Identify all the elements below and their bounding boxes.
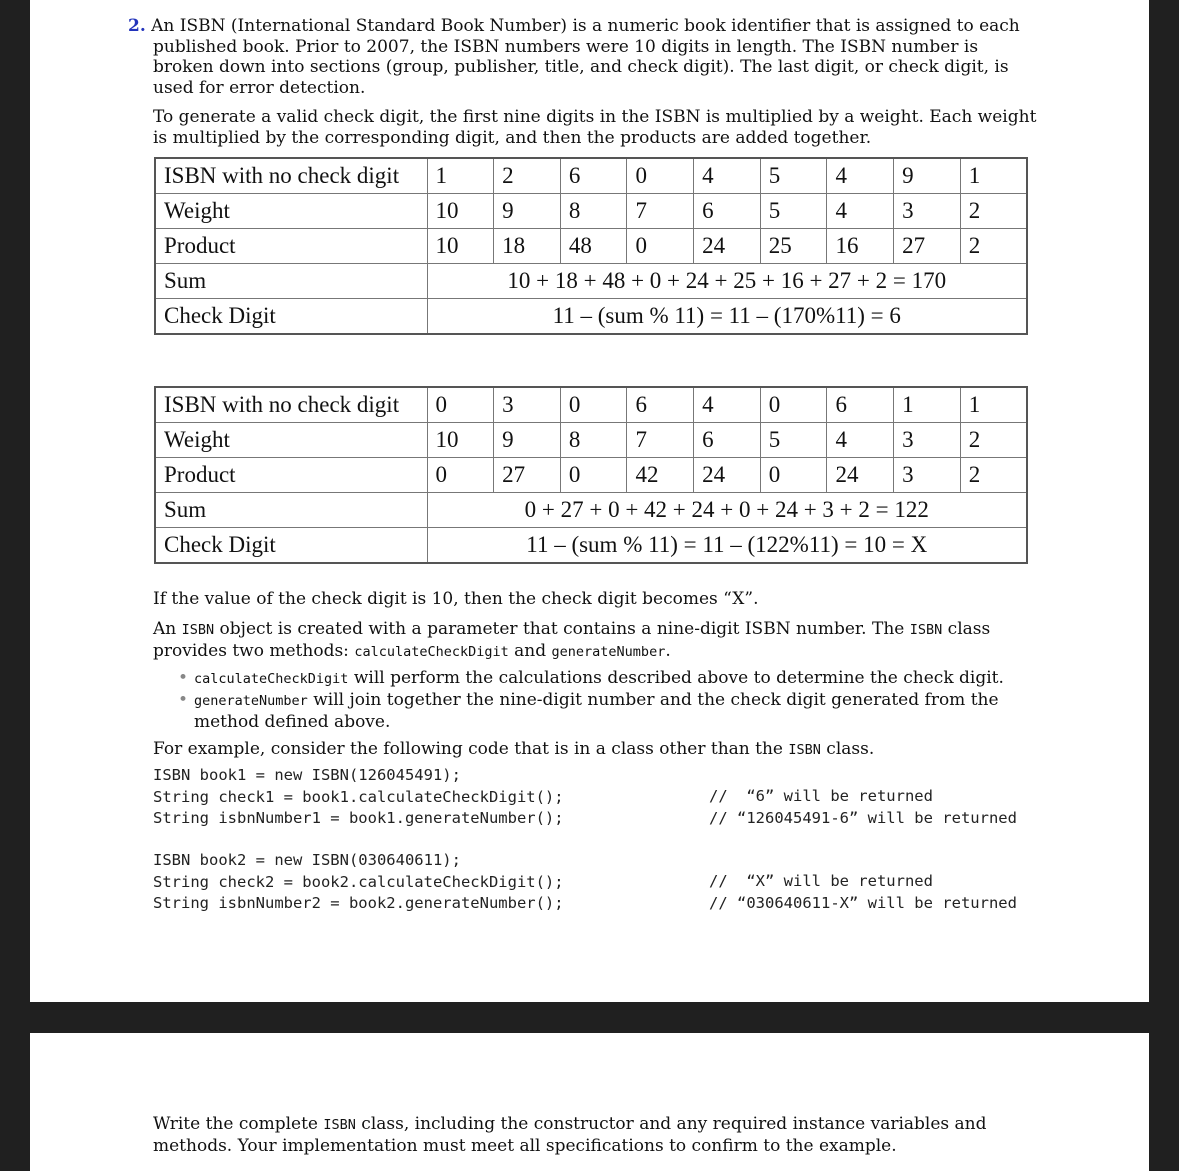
code-comment: // “6” will be returned	[709, 787, 933, 805]
check-formula: 11 – (sum % 11) = 11 – (170%11) = 6	[427, 299, 1027, 335]
digit-cell: 0	[627, 158, 694, 194]
digit-cell: 1	[894, 387, 961, 423]
example-intro: For example, consider the following code that is in a class other than the ISBN class.	[153, 739, 875, 759]
code-line: String isbnNumber2 = book2.generateNumber();	[153, 894, 564, 912]
product-cell: 2	[960, 229, 1027, 264]
product-cell: 2	[960, 458, 1027, 493]
question-number: 2.	[128, 16, 146, 36]
row-label: ISBN with no check digit	[155, 387, 427, 423]
table-row-products	[155, 229, 1027, 264]
product-cell: 24	[827, 458, 894, 493]
weight-cell: 5	[760, 194, 827, 229]
digit-cell: 0	[427, 387, 494, 423]
sum-formula: 0 + 27 + 0 + 42 + 24 + 0 + 24 + 3 + 2 = 122	[427, 493, 1027, 528]
weight-cell: 8	[560, 194, 627, 229]
code-line: ISBN book1 = new ISBN(126045491);	[153, 766, 461, 784]
table-row-products	[155, 458, 1027, 493]
code-comment: // “X” will be returned	[709, 872, 933, 890]
product-cell: 10	[427, 229, 494, 264]
product-cell: 42	[627, 458, 694, 493]
task-instruction: Write the complete ISBN class, including the constructor and any required instance variables and methods. Your implementation must meet all specifications to confirm to the example.	[153, 1114, 987, 1156]
weight-cell: 7	[627, 423, 694, 458]
table-row-weights	[155, 423, 1027, 458]
weight-explanation: To generate a valid check digit, the first nine digits in the ISBN is multiplied by a weight. Each weight is multiplied by the corresponding digit, and then the products are added together.	[153, 107, 1037, 148]
product-cell: 0	[560, 458, 627, 493]
weight-cell: 6	[694, 194, 761, 229]
product-cell: 3	[894, 458, 961, 493]
table-row-weights	[155, 194, 1027, 229]
weight-cell: 9	[494, 423, 561, 458]
list-item: • calculateCheckDigit will perform the calculations described above to determine the check digit.	[188, 668, 1004, 690]
table-row-sum	[155, 264, 1027, 299]
weight-cell: 8	[560, 423, 627, 458]
product-cell: 24	[694, 229, 761, 264]
code-comment: // “126045491-6” will be returned	[709, 808, 1017, 827]
isbn-table-2	[154, 386, 1028, 564]
x-rule-text: If the value of the check digit is 10, then the check digit becomes “X”.	[153, 589, 759, 609]
sum-formula: 10 + 18 + 48 + 0 + 24 + 25 + 16 + 27 + 2 = 170	[427, 264, 1027, 299]
code-comments-2	[709, 871, 1017, 914]
product-cell: 0	[627, 229, 694, 264]
code-block-1	[153, 765, 564, 830]
weight-cell: 3	[894, 423, 961, 458]
row-label: Weight	[155, 423, 427, 458]
code-block-2	[153, 850, 564, 915]
digit-cell: 6	[560, 158, 627, 194]
isbn-object-description: An ISBN object is created with a parameter that contains a nine-digit ISBN number. The ISBN class provides two methods: calculateCheckDigit and generateNumber.	[153, 619, 991, 661]
digit-cell: 2	[494, 158, 561, 194]
product-cell: 48	[560, 229, 627, 264]
question-intro: 2. An ISBN (International Standard Book Number) is a numeric book identifier that is assigned to each published book. Prior to 2007, the ISBN numbers were 10 digits in length. The ISBN number is broken down into sections (group, publisher, title, and check digit). The last digit, or check digit, is used for error detection.	[128, 16, 1020, 98]
weight-cell: 10	[427, 423, 494, 458]
product-cell: 27	[494, 458, 561, 493]
product-cell: 18	[494, 229, 561, 264]
digit-cell: 0	[760, 387, 827, 423]
code-line: String isbnNumber1 = book1.generateNumber();	[153, 809, 564, 827]
row-label: Sum	[155, 493, 427, 528]
digit-cell: 0	[560, 387, 627, 423]
digit-cell: 5	[760, 158, 827, 194]
check-formula: 11 – (sum % 11) = 11 – (122%11) = 10 = X	[427, 528, 1027, 564]
row-label: Check Digit	[155, 299, 427, 335]
digit-cell: 6	[827, 387, 894, 423]
weight-cell: 4	[827, 423, 894, 458]
weight-cell: 4	[827, 194, 894, 229]
digit-cell: 4	[827, 158, 894, 194]
row-label: Product	[155, 458, 427, 493]
code-comments-1	[709, 786, 1017, 829]
table-row-digits	[155, 387, 1027, 423]
list-item-continuation: method defined above.	[194, 712, 391, 732]
code-comment: // “030640611-X” will be returned	[709, 893, 1017, 912]
row-label: Check Digit	[155, 528, 427, 564]
product-cell: 24	[694, 458, 761, 493]
weight-cell: 7	[627, 194, 694, 229]
row-label: Product	[155, 229, 427, 264]
table-row-sum	[155, 493, 1027, 528]
digit-cell: 3	[494, 387, 561, 423]
product-cell: 0	[760, 458, 827, 493]
code-line: String check2 = book2.calculateCheckDigit();	[153, 872, 564, 891]
digit-cell: 9	[894, 158, 961, 194]
digit-cell: 4	[694, 158, 761, 194]
code-line: ISBN book2 = new ISBN(030640611);	[153, 851, 461, 869]
weight-cell: 3	[894, 194, 961, 229]
digit-cell: 6	[627, 387, 694, 423]
weight-cell: 2	[960, 423, 1027, 458]
weight-cell: 2	[960, 194, 1027, 229]
product-cell: 0	[427, 458, 494, 493]
page-2	[30, 1033, 1149, 1171]
digit-cell: 1	[960, 158, 1027, 194]
product-cell: 16	[827, 229, 894, 264]
weight-cell: 6	[694, 423, 761, 458]
digit-cell: 1	[960, 387, 1027, 423]
list-item: • generateNumber will join together the nine-digit number and the check digit generated from the	[188, 690, 1004, 712]
row-label: Sum	[155, 264, 427, 299]
weight-cell: 5	[760, 423, 827, 458]
weight-cell: 10	[427, 194, 494, 229]
table-row-check	[155, 528, 1027, 564]
digit-cell: 4	[694, 387, 761, 423]
row-label: ISBN with no check digit	[155, 158, 427, 194]
isbn-table-1	[154, 157, 1028, 335]
table-row-digits	[155, 158, 1027, 194]
digit-cell: 1	[427, 158, 494, 194]
row-label: Weight	[155, 194, 427, 229]
page-1	[30, 0, 1149, 1002]
weight-cell: 9	[494, 194, 561, 229]
method-bullet-list	[188, 668, 1004, 733]
product-cell: 25	[760, 229, 827, 264]
product-cell: 27	[894, 229, 961, 264]
table-row-check	[155, 299, 1027, 335]
code-line: String check1 = book1.calculateCheckDigit();	[153, 787, 564, 806]
